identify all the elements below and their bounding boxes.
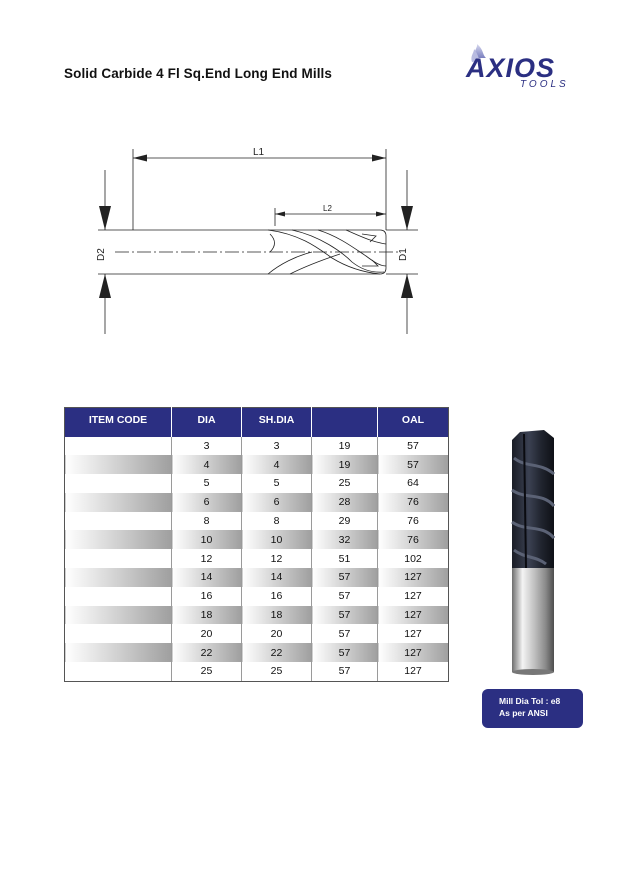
cell-oal: 127: [378, 643, 449, 662]
cell-item-code: [65, 606, 172, 625]
cell-sh-dia: 6: [242, 493, 312, 512]
cell-sh-dia: 8: [242, 512, 312, 531]
cell-item-code: [65, 512, 172, 531]
cell-oal: 76: [378, 493, 449, 512]
table-row: [65, 587, 449, 606]
cell-dia: 3: [172, 437, 242, 456]
cell-flute-length: 28: [312, 493, 378, 512]
axios-tools-logo: [462, 44, 588, 90]
cell-dia: 8: [172, 512, 242, 531]
cell-sh-dia: 12: [242, 549, 312, 568]
table-row: [65, 549, 449, 568]
cell-dia: 20: [172, 624, 242, 643]
cell-dia: 25: [172, 662, 242, 681]
cell-oal: 57: [378, 437, 449, 456]
spec-table: [64, 407, 449, 682]
cell-sh-dia: 3: [242, 437, 312, 456]
header-item-code: ITEM CODE: [65, 408, 172, 437]
table-header-row: [65, 408, 449, 437]
header-oal: OAL: [378, 408, 449, 437]
end-mill-photo: [500, 428, 566, 678]
cell-oal: 64: [378, 474, 449, 493]
cell-flute-length: 57: [312, 587, 378, 606]
header-flute-length: [312, 408, 378, 437]
table-row: [65, 437, 449, 456]
cell-sh-dia: 5: [242, 474, 312, 493]
page-title: Solid Carbide 4 Fl Sq.End Long End Mills: [64, 66, 333, 81]
cell-dia: 6: [172, 493, 242, 512]
cell-dia: 5: [172, 474, 242, 493]
header-dia: DIA: [172, 408, 242, 437]
table-row: [65, 624, 449, 643]
cell-oal: 127: [378, 662, 449, 681]
cell-sh-dia: 10: [242, 530, 312, 549]
cell-item-code: [65, 549, 172, 568]
header-sh-dia: SH.DIA: [242, 408, 312, 437]
cell-flute-length: 57: [312, 606, 378, 625]
cell-sh-dia: 25: [242, 662, 312, 681]
table-row: [65, 455, 449, 474]
tolerance-line: Mill Dia Tol : e8: [499, 696, 561, 706]
cell-item-code: [65, 455, 172, 474]
d2-label: D2: [96, 248, 107, 261]
tolerance-note: [482, 689, 583, 728]
cell-oal: 127: [378, 568, 449, 587]
cell-dia: 14: [172, 568, 242, 587]
cell-item-code: [65, 624, 172, 643]
table-row: [65, 530, 449, 549]
cell-item-code: [65, 662, 172, 681]
cell-item-code: [65, 530, 172, 549]
table-row: [65, 512, 449, 531]
logo-subtext: TOOLS: [520, 79, 569, 90]
cell-flute-length: 57: [312, 624, 378, 643]
cell-sh-dia: 18: [242, 606, 312, 625]
cell-flute-length: 29: [312, 512, 378, 531]
cell-oal: 102: [378, 549, 449, 568]
cell-flute-length: 19: [312, 437, 378, 456]
cell-sh-dia: 22: [242, 643, 312, 662]
cell-oal: 127: [378, 606, 449, 625]
cell-oal: 127: [378, 587, 449, 606]
table-row: [65, 662, 449, 681]
cell-item-code: [65, 493, 172, 512]
cell-flute-length: 57: [312, 643, 378, 662]
cell-dia: 12: [172, 549, 242, 568]
cell-sh-dia: 4: [242, 455, 312, 474]
table-row: [65, 568, 449, 587]
table-row: [65, 493, 449, 512]
cell-item-code: [65, 437, 172, 456]
table-row: [65, 474, 449, 493]
cell-flute-length: 32: [312, 530, 378, 549]
end-mill-drawing: [0, 130, 644, 350]
cell-flute-length: 57: [312, 568, 378, 587]
table-row: [65, 643, 449, 662]
cell-flute-length: 25: [312, 474, 378, 493]
cell-sh-dia: 16: [242, 587, 312, 606]
cell-item-code: [65, 587, 172, 606]
cell-item-code: [65, 643, 172, 662]
cell-flute-length: 51: [312, 549, 378, 568]
cell-flute-length: 57: [312, 662, 378, 681]
cell-dia: 18: [172, 606, 242, 625]
cell-dia: 22: [172, 643, 242, 662]
cell-item-code: [65, 568, 172, 587]
cell-oal: 76: [378, 512, 449, 531]
l2-label: L2: [323, 204, 332, 213]
cell-dia: 16: [172, 587, 242, 606]
cell-item-code: [65, 474, 172, 493]
cell-flute-length: 19: [312, 455, 378, 474]
cell-sh-dia: 14: [242, 568, 312, 587]
cell-dia: 10: [172, 530, 242, 549]
cell-dia: 4: [172, 455, 242, 474]
cell-oal: 76: [378, 530, 449, 549]
logo-text: AXIOS: [466, 53, 556, 83]
table-row: [65, 606, 449, 625]
cell-oal: 57: [378, 455, 449, 474]
l1-label: L1: [253, 147, 265, 158]
standard-line: As per ANSI: [499, 707, 548, 718]
cell-oal: 127: [378, 624, 449, 643]
cell-sh-dia: 20: [242, 624, 312, 643]
d1-label: D1: [398, 248, 409, 261]
